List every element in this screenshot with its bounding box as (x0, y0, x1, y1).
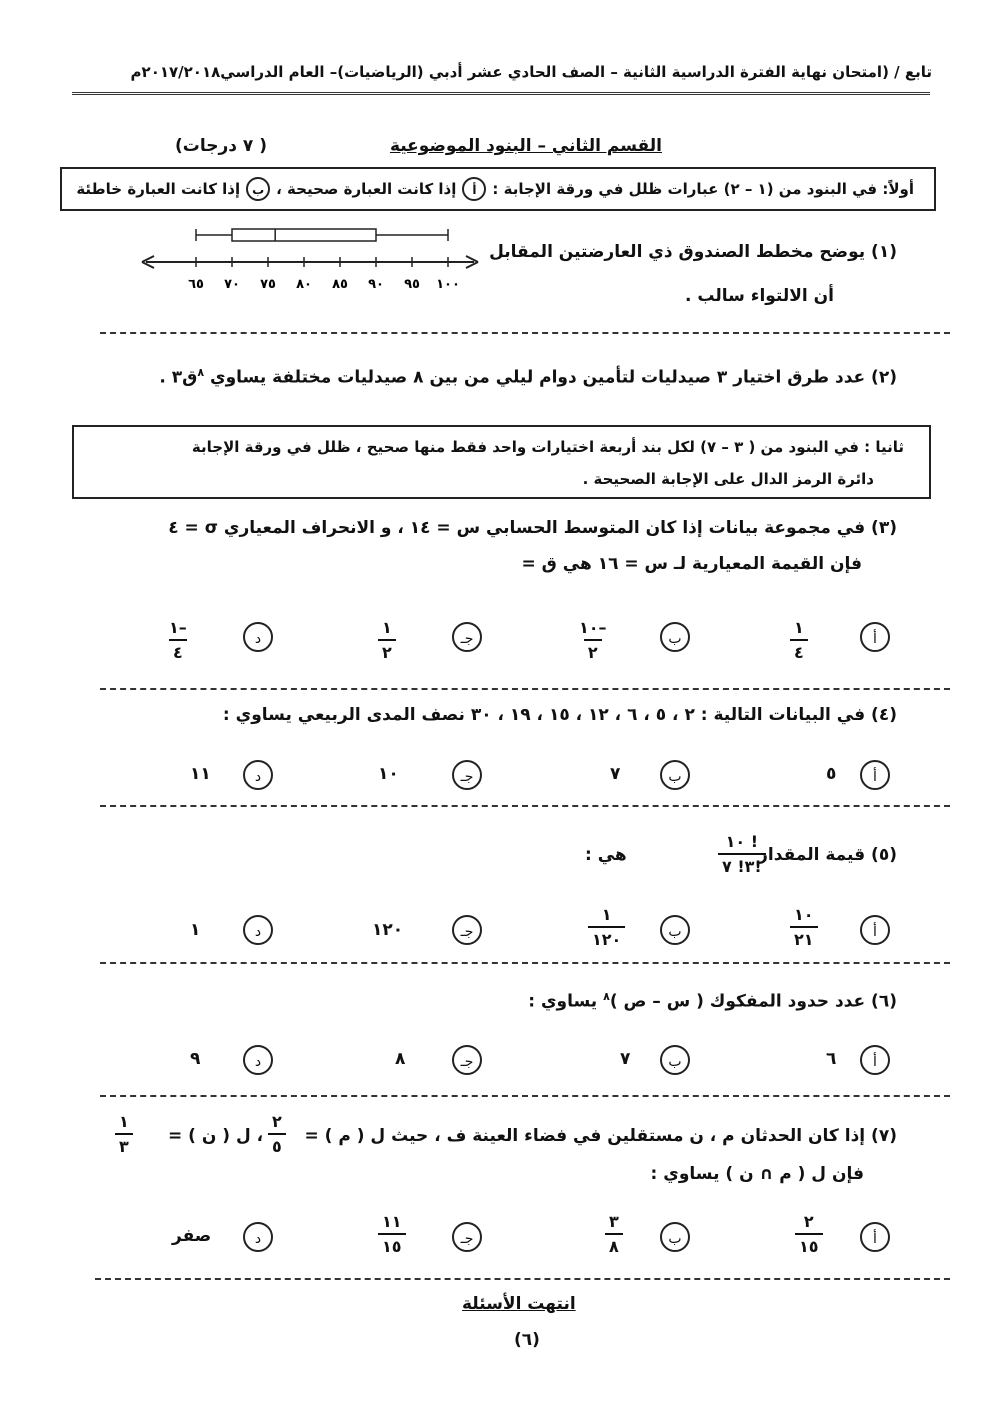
q2-text: عدد طرق اختيار ٣ صيدليات لتأمين دوام ليلي من بين ٨ صيدليات مختلفة يساوي (204, 367, 866, 388)
q5-option-c-circle[interactable]: جـ (452, 915, 482, 945)
boxplot-box (232, 229, 376, 241)
q7-option-b-fraction: ٣ ٨ (605, 1212, 623, 1256)
boxplot-tick-label: ٩٠ (368, 277, 384, 292)
q3-option-b-fraction: ١٠– ٢ (579, 618, 607, 662)
boxplot (142, 229, 478, 292)
q4-option-b-value: ٧ (610, 764, 621, 784)
q2-sup: ٨ (197, 366, 205, 379)
header-title: تابع / (امتحان نهاية الفترة الدراسية الثانية – الصف الحادي عشر أدبي (الرياضيات)– العام الدراسي٢٠١٧/٢٠١٨م (130, 63, 932, 81)
q6-line (528, 990, 897, 1012)
q4-line (223, 705, 897, 725)
symbol-a-circle: أ (462, 177, 486, 201)
part2-line2: دائرة الرمز الدال على الإجابة الصحيحة . (582, 470, 874, 488)
q5-number: (٥) (871, 845, 897, 865)
q3-line2: فإن القيمة المعيارية لـ س = ١٦ هي ق = (521, 554, 862, 574)
q1-line1 (489, 242, 897, 262)
q5-expression: ١٠ ! ٣! ٧! (718, 832, 766, 876)
q7-number: (٧) (871, 1126, 897, 1146)
q5-option-a-circle[interactable]: أ (860, 915, 890, 945)
boxplot-tick-label: ٨٥ (332, 277, 348, 292)
q4-option-d-circle[interactable]: د (243, 760, 273, 790)
part1-text-b: إذا كانت العبارة صحيحة ، (276, 180, 457, 198)
q5-option-b-fraction: ١ ١٢٠ (588, 905, 625, 949)
q3-text1: في مجموعة بيانات إذا كان المتوسط الحسابي س = ١٤ ، و الانحراف المعياري σ = ٤ (168, 518, 866, 538)
q6-sup: ٨ (603, 990, 610, 1003)
q5-label-line (758, 845, 897, 865)
end-text: انتهت الأسئلة (462, 1294, 576, 1314)
q4-option-a-circle[interactable]: أ (860, 760, 890, 790)
q6-number: (٦) (871, 991, 897, 1012)
q2-tail: ق٣ . (159, 367, 198, 388)
part1-text-c: إذا كانت العبارة خاطئة (76, 180, 241, 198)
separator-3 (100, 805, 950, 807)
q4-option-c-circle[interactable]: جـ (452, 760, 482, 790)
q7-pm-fraction: ٢ ٥ (268, 1112, 286, 1156)
symbol-b-circle: ب (246, 177, 270, 201)
q5-option-c-value: ١٢٠ (372, 920, 404, 940)
q5-tail: هي : (585, 845, 627, 865)
section-title: القسم الثاني – البنود الموضوعية (389, 136, 662, 156)
separator-6 (95, 1278, 950, 1280)
boxplot-tick-label: ٨٠ (296, 277, 312, 292)
q4-option-b-circle[interactable]: ب (660, 760, 690, 790)
q4-text: في البيانات التالية : ٢ ، ٥ ، ٦ ، ١٢ ، ١٥ ، ١٩ ، ٣٠ نصف المدى الربيعي يساوي : (222, 705, 866, 725)
q6-option-d-circle[interactable]: د (243, 1045, 273, 1075)
q3-option-c-circle[interactable]: جـ (452, 622, 482, 652)
separator-5 (100, 1095, 950, 1097)
q7-text1: إذا كان الحدثان م ، ن مستقلين في فضاء العينة ف ، حيث ل ( م ) = (304, 1126, 866, 1146)
q7-option-a-fraction: ٢ ١٥ (795, 1212, 823, 1256)
boxplot-tick-label: ٧٠ (224, 277, 240, 292)
q3-number: (٣) (871, 518, 897, 538)
q6-option-d-value: ٩ (190, 1049, 201, 1069)
q5-option-d-value: ١ (190, 920, 201, 940)
q7-line1 (305, 1126, 897, 1146)
header-rule (72, 92, 930, 95)
separator-4 (100, 962, 950, 964)
q4-option-d-value: ١١ (190, 764, 211, 784)
q6-tail: يساوي : (528, 991, 598, 1012)
q3-option-d-circle[interactable]: د (243, 622, 273, 652)
q7-line2: فإن ل ( م ∩ ن ) يساوي : (650, 1164, 864, 1184)
q5-option-a-fraction: ١٠ ٢١ (790, 905, 818, 949)
q6-option-b-value: ٧ (620, 1049, 631, 1069)
q5-label: قيمة المقدار (758, 845, 866, 865)
q3-option-a-circle[interactable]: أ (860, 622, 890, 652)
q7-option-a-circle[interactable]: أ (860, 1222, 890, 1252)
separator-2 (100, 688, 950, 690)
part2-line1: ثانيا : في البنود من ( ٣ – ٧) لكل بند أربعة اختيارات واحد فقط منها صحيح ، ظلل في ورقة الإجابة (191, 438, 904, 456)
q5-option-d-circle[interactable]: د (243, 915, 273, 945)
q7-option-d-value: صفر (172, 1226, 212, 1246)
q5-option-b-circle[interactable]: ب (660, 915, 690, 945)
q6-option-b-circle[interactable]: ب (660, 1045, 690, 1075)
q4-option-c-value: ١٠ (378, 764, 399, 784)
q6-option-a-circle[interactable]: أ (860, 1045, 890, 1075)
q1-line2: أن الالتواء سالب . (684, 286, 834, 306)
q7-mid: ، ل ( ن ) = (168, 1126, 264, 1146)
q4-option-a-value: ٥ (826, 764, 837, 784)
boxplot-tick-label: ٧٥ (260, 277, 276, 292)
q3-line1 (168, 518, 897, 538)
q6-option-c-value: ٨ (395, 1049, 406, 1069)
q2-line (159, 366, 897, 388)
boxplot-tick-label: ٦٥ (188, 277, 204, 292)
part1-instruction (76, 177, 914, 201)
q6-option-a-value: ٦ (826, 1049, 837, 1069)
boxplot-figure (138, 222, 483, 297)
q7-option-c-circle[interactable]: جـ (452, 1222, 482, 1252)
separator-1 (100, 332, 950, 334)
q3-option-c-fraction: ١ ٢ (378, 618, 396, 662)
q7-option-b-circle[interactable]: ب (660, 1222, 690, 1252)
page-number: (٦) (514, 1330, 540, 1350)
q3-option-b-circle[interactable]: ب (660, 622, 690, 652)
q7-option-d-circle[interactable]: د (243, 1222, 273, 1252)
boxplot-tick-label: ٩٥ (404, 277, 420, 292)
q7-option-c-fraction: ١١ ١٥ (378, 1212, 406, 1256)
q3-option-d-fraction: ١– ٤ (169, 618, 187, 662)
q7-pn-fraction: ١ ٣ (115, 1112, 133, 1156)
part1-text-a: أولاً: في البنود من (١ – ٢) عبارات ظلل في ورقة الإجابة : (492, 180, 914, 198)
q2-number: (٢) (871, 367, 897, 388)
q6-option-c-circle[interactable]: جـ (452, 1045, 482, 1075)
q6-text: عدد حدود المفكوك ( س – ص ) (609, 991, 866, 1012)
q4-number: (٤) (871, 705, 897, 725)
q1-text1: يوضح مخطط الصندوق ذي العارضتين المقابل (489, 242, 866, 262)
section-marks: ( ٧ درجات) (175, 136, 268, 156)
q3-option-a-fraction: ١ ٤ (790, 618, 808, 662)
boxplot-tick-label: ١٠٠ (436, 277, 460, 292)
q1-number: (١) (871, 242, 897, 262)
